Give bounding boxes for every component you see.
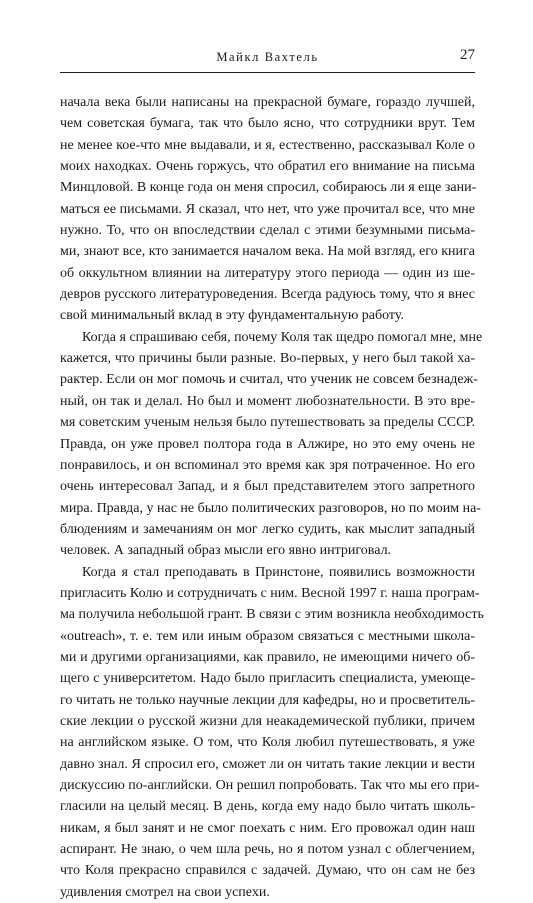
text-line: мя советским ученым нельзя было путешествовать за пределы СССР. bbox=[60, 415, 475, 431]
text-line: очень интересовал Запад, и я был представителем этого запретного bbox=[60, 479, 475, 495]
text-line: нужно. То, что он впоследствии сделал с этими безумными письма- bbox=[60, 223, 475, 239]
text-line: «outreach», т. е. тем или иным образом связаться с местными школа- bbox=[60, 628, 475, 644]
text-line: го читать не только научные лекции для кафедры, но и просветитель- bbox=[60, 692, 475, 708]
body-text bbox=[60, 92, 484, 903]
text-line: маться ее письмами. Я сказал, что нет, что уже прочитал все, что мне bbox=[60, 201, 475, 217]
text-line: Когда я стал преподавать в Принстоне, появились возможности bbox=[82, 564, 475, 580]
text-line: блюдениям и замечаниям он мог легко судить, как мыслит западный bbox=[60, 521, 475, 537]
text-line: Когда я спрашиваю себя, почему Коля так щедро помогал мне, мне bbox=[82, 329, 483, 345]
text-line: Правда, он уже провел полтора года в Алжире, но это ему очень не bbox=[60, 436, 475, 452]
text-line: мира. Правда, у нас не было политических разговоров, но по моим на- bbox=[60, 500, 481, 516]
text-line: пригласить Колю и сотрудничать с ним. Весной 1997 г. наша програм- bbox=[60, 585, 480, 601]
text-line: ми и другими организациями, как правило, не имеющими ничего об- bbox=[60, 649, 475, 665]
text-line: не менее кое-что мне выдавали, и я, естественно, рассказывал Коле о bbox=[60, 137, 475, 153]
text-line: свой минимальный вклад в эту фундаментальную работу. bbox=[60, 308, 404, 324]
text-line: ские лекции о русской жизни для неакадемической публики, причем bbox=[60, 713, 475, 729]
running-header bbox=[60, 44, 475, 73]
text-line: ма получила небольшой грант. В связи с этим возникла необходимость bbox=[60, 607, 484, 623]
page-number: 27 bbox=[460, 47, 475, 63]
text-line: моих находках. Очень горжусь, что обратил его внимание на письма bbox=[60, 159, 475, 175]
text-line: никам, я был занят и не смог поехать с ним. Его провожал один наш bbox=[60, 820, 475, 836]
text-line: что Коля прекрасно справился с задачей. Думаю, что он сам не без bbox=[60, 863, 475, 879]
text-line: кажется, что причины были разные. Во-первых, у него был такой ха- bbox=[60, 351, 475, 367]
text-line: дискуссию по-английски. Он решил попробовать. Так что мы его при- bbox=[60, 778, 480, 793]
text-line: начала века были написаны на прекрасной бумаге, гораздо лучшей, bbox=[60, 95, 475, 110]
text-line: давно знал. Я спросил его, сможет ли он читать такие лекции и вести bbox=[60, 756, 475, 772]
text-line: гласили на целый месяц. В день, когда ему надо было читать школь- bbox=[60, 799, 475, 815]
text-line: девров русского литературоведения. Всегда радуюсь тому, что я внес bbox=[60, 287, 475, 303]
text-line: человек. А западный образ мысли его явно интриговал. bbox=[60, 543, 392, 559]
text-line: понравилось, и он вспоминал это время как зря потраченное. Но его bbox=[60, 457, 475, 473]
running-header-author: Майкл Вахтель bbox=[216, 50, 319, 64]
text-line: аспирант. Не знаю, о чем шла речь, но я потом узнал с облегчением, bbox=[60, 842, 475, 858]
text-line: удивления смотрел на свои успехи. bbox=[60, 884, 270, 900]
text-line: на английском языке. О том, что Коля любил путешествовать, я уже bbox=[60, 735, 475, 751]
text-line: рактер. Если он мог помочь и считал, что ученик не совсем безнадеж- bbox=[60, 372, 478, 388]
text-line: об оккультном влиянии на литературу этого периода — один из ше- bbox=[60, 265, 475, 281]
text-line: Минцловой. В конце года он меня спросил, собираюсь ли я еще зани- bbox=[60, 180, 477, 196]
text-line: ми, знают все, кто занимается началом века. На мой взгляд, его книга bbox=[60, 244, 475, 260]
text-line: чем советская бумага, так что было ясно, что сотрудники врут. Тем bbox=[60, 116, 475, 132]
text-line: щего с университетом. Надо было пригласить специалиста, умеюще- bbox=[60, 671, 475, 687]
text-line: ный, он так и делал. Но был и момент любознательности. В это вре- bbox=[60, 393, 475, 409]
